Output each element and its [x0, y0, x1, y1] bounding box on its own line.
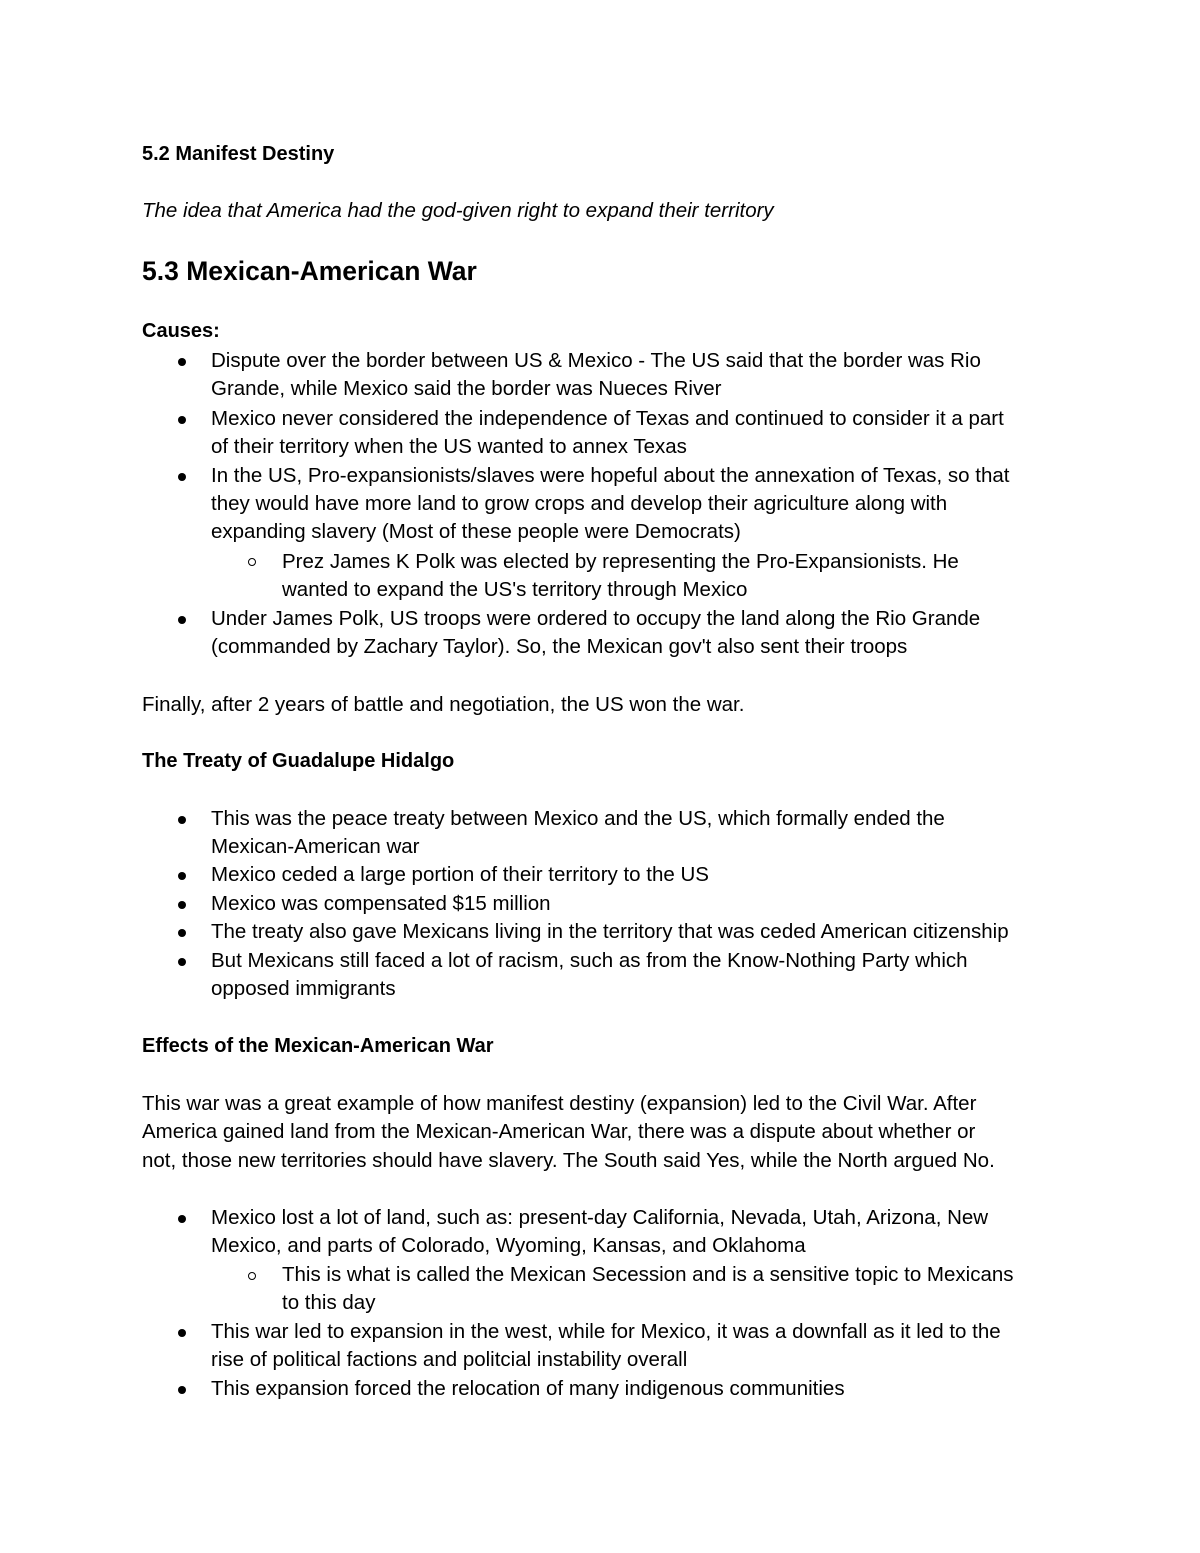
bullet-icon [178, 616, 186, 624]
heading-effects: Effects of the Mexican-American War [142, 1035, 494, 1057]
paragraph-line: America gained land from the Mexican-American War, there was a dispute about whether or [142, 1120, 976, 1143]
list-item-line: (commanded by Zachary Taylor). So, the Mexican gov't also sent their troops [211, 635, 908, 658]
sub-list-item-line: to this day [282, 1291, 376, 1314]
bullet-icon [178, 816, 186, 824]
bullet-icon [178, 1386, 186, 1394]
circle-bullet-icon [248, 1272, 256, 1280]
list-item-line: Grande, while Mexico said the border was Nueces River [211, 377, 722, 400]
bullet-icon [178, 872, 186, 880]
list-item-line: expanding slavery (Most of these people were Democrats) [211, 520, 741, 543]
causes-label: Causes: [142, 320, 220, 342]
bullet-icon [178, 901, 186, 909]
list-item-line: This expansion forced the relocation of many indigenous communities [211, 1377, 845, 1400]
list-item-line: they would have more land to grow crops and develop their agriculture along with [211, 492, 948, 515]
bullet-icon [178, 416, 186, 424]
list-item-line: Mexico was compensated $15 million [211, 892, 551, 915]
sub-list-item-line: wanted to expand the US's territory through Mexico [282, 578, 748, 601]
conclusion-text: Finally, after 2 years of battle and negotiation, the US won the war. [142, 693, 745, 716]
heading-mexican-american-war: 5.3 Mexican-American War [142, 256, 477, 286]
list-item-line: Under James Polk, US troops were ordered to occupy the land along the Rio Grande [211, 607, 981, 630]
list-item-line: In the US, Pro-expansionists/slaves were hopeful about the annexation of Texas, so that [211, 464, 1010, 487]
list-item-line: This was the peace treaty between Mexico and the US, which formally ended the [211, 807, 945, 830]
list-item-line: of their territory when the US wanted to annex Texas [211, 435, 687, 458]
bullet-icon [178, 929, 186, 937]
list-item-line: But Mexicans still faced a lot of racism, such as from the Know-Nothing Party which [211, 949, 968, 972]
definition-text: The idea that America had the god-given right to expand their territory [142, 199, 774, 222]
list-item-line: Mexican-American war [211, 835, 420, 858]
bullet-icon [178, 958, 186, 966]
list-item-line: Dispute over the border between US & Mexico - The US said that the border was Rio [211, 349, 981, 372]
list-item-line: Mexico never considered the independence of Texas and continued to consider it a part [211, 407, 1004, 430]
list-item-line: Mexico ceded a large portion of their territory to the US [211, 863, 709, 886]
bullet-icon [178, 358, 186, 366]
list-item-line: This war led to expansion in the west, while for Mexico, it was a downfall as it led to the [211, 1320, 1001, 1343]
list-item-line: Mexico, and parts of Colorado, Wyoming, Kansas, and Oklahoma [211, 1234, 806, 1257]
paragraph-line: not, those new territories should have slavery. The South said Yes, while the North argued No. [142, 1149, 995, 1172]
list-item-line: Mexico lost a lot of land, such as: present-day California, Nevada, Utah, Arizona, New [211, 1206, 989, 1229]
heading-treaty: The Treaty of Guadalupe Hidalgo [142, 750, 455, 772]
list-item-line: The treaty also gave Mexicans living in the territory that was ceded American citizenship [211, 920, 1009, 943]
sub-list-item-line: Prez James K Polk was elected by representing the Pro-Expansionists. He [282, 550, 959, 573]
list-item-line: rise of political factions and politcial instability overall [211, 1348, 688, 1371]
heading-manifest-destiny: 5.2 Manifest Destiny [142, 143, 335, 165]
bullet-icon [178, 1329, 186, 1337]
circle-bullet-icon [248, 558, 256, 566]
paragraph-line: This war was a great example of how manifest destiny (expansion) led to the Civil War. After [142, 1092, 977, 1115]
bullet-icon [178, 1215, 186, 1223]
bullet-icon [178, 473, 186, 481]
sub-list-item-line: This is what is called the Mexican Secession and is a sensitive topic to Mexicans [282, 1263, 1014, 1286]
list-item-line: opposed immigrants [211, 977, 396, 1000]
